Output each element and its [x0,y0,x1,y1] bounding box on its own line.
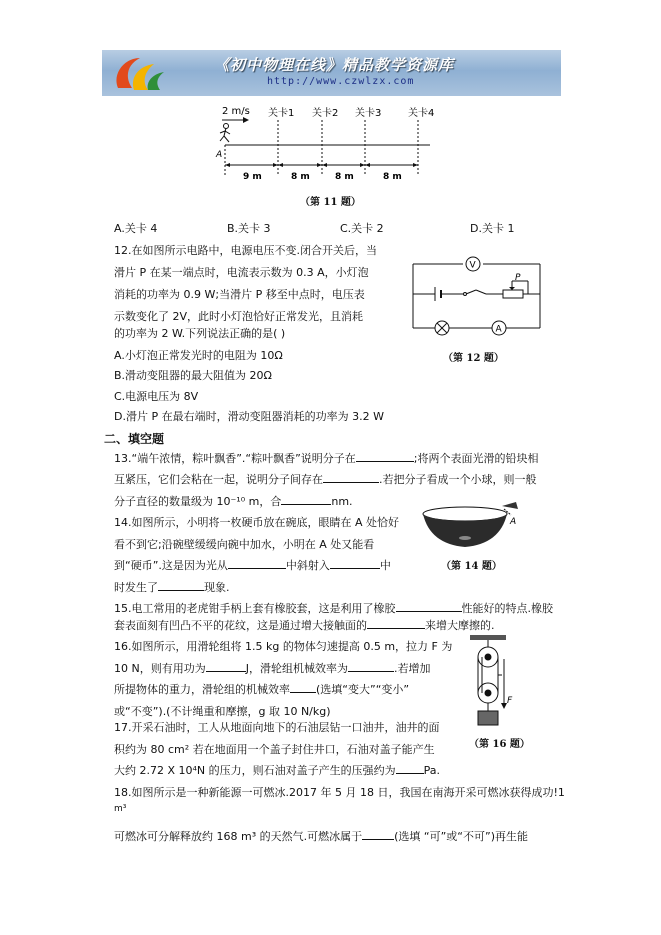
q16-line-1: 16.如图所示，用滑轮组将 1.5 kg 的物体匀速提高 0.5 m，拉力 F 为 [114,640,453,653]
q11-option-a: A.关卡 4 [114,222,158,235]
q14-line-3 [114,557,391,573]
q18-line-2: m³ [114,804,127,814]
figure-12-caption: （第 12 题） [443,353,504,364]
ammeter-label: A [495,324,502,335]
q16-text-3b: (选填“变大”“变小” [316,683,410,696]
q11-option-c: C.关卡 2 [340,222,384,235]
q13-text-2b: .若把分子看成一个小球，则一般 [379,473,537,486]
q16-blank-3[interactable] [290,681,316,693]
q13-blank-1[interactable] [356,450,414,462]
distance-3: 8 m [335,172,354,182]
q12-line-2: 滑片 P 在某一端点时，电流表示数为 0.3 A，小灯泡 [114,266,369,279]
q16-text-3a: 所提物体的重力，滑轮组的机械效率 [114,683,290,696]
logo-icon [110,52,170,94]
q14-blank-2[interactable] [330,557,380,569]
q15-text-1a: 15.电工常用的老虎钳手柄上套有橡胶套，这是利用了橡胶 [114,602,396,615]
coin-icon [459,536,471,540]
q16-line-4: 或“不变”).(不计绳重和摩擦，g 取 10 N/kg) [114,705,331,718]
q12-line-3: 消耗的功率为 0.9 W;当滑片 P 移至中点时，电压表 [114,288,365,301]
force-label: F [507,696,513,706]
q17-line-2: 积约为 80 cm² 若在地面用一个盖子封住井口，石油对盖子能产生 [114,743,435,756]
q18-text-3a: 可燃冰可分解释放约 168 m³ 的天然气.可燃冰属于 [114,830,363,843]
q13-line-1 [114,450,539,466]
q16-text-2c: .若增加 [393,662,431,675]
q12-line-4: 示数变化了 2V，此时小灯泡恰好正常发光，且消耗 [114,310,364,323]
header-banner [102,50,561,96]
q13-text-3a: 分子直径的数量级为 10⁻¹⁰ m，合 [114,495,282,508]
q12-line-5: 的功率为 2 W.下列说法正确的是( ) [114,327,286,340]
q17-text-3b: Pa. [423,764,441,777]
q15-blank-1[interactable] [396,600,462,612]
q14-text-3c: 中 [379,559,391,572]
q12-option-a: A.小灯泡正常发光时的电阻为 10Ω [114,349,283,362]
q15-blank-2[interactable] [367,617,425,629]
q13-blank-3[interactable] [281,493,331,505]
q16-blank-1[interactable] [206,660,246,672]
rheostat-icon [503,290,523,298]
q18-line-3 [114,828,528,844]
q14-blank-3[interactable] [158,579,204,591]
q12-option-c: C.电源电压为 8V [114,390,199,403]
q15-line-2 [114,617,495,633]
q16-text-2b: J，滑轮组机械效率为 [245,662,348,675]
distance-1: 9 m [243,172,262,182]
figure-16-caption: （第 16 题） [469,739,530,750]
q14-blank-1[interactable] [228,557,286,569]
gate-label-4: 关卡4 [408,108,435,119]
q14-line-4 [114,579,230,595]
q14-line-2: 看不到它;沿碗壁缓缓向碗中加水，小明在 A 处又能看 [114,538,375,551]
q14-text-3b: 中斜射入 [285,559,330,572]
gate-label-3: 关卡3 [355,108,382,119]
q16-text-2a: 10 N，则有用功为 [114,662,206,675]
section-title-fill-in: 二、填空题 [104,432,165,446]
q13-text-3b: nm. [331,495,353,508]
q15-text-1b: 性能好的特点.橡胶 [461,602,553,615]
q15-text-2b: 来增大摩擦的. [425,619,495,632]
q13-text-1b: ;将两个表面光滑的铅块相 [413,452,539,465]
start-label: A [216,150,223,160]
q15-line-1 [114,600,553,616]
figure-11-caption: （第 11 题） [300,197,361,208]
q16-line-3 [114,681,409,697]
figure-14 [420,500,530,552]
q14-text-3a: 到“硬币”.这是因为光从 [114,559,228,572]
q12-option-b: B.滑动变阻器的最大阻值为 20Ω [114,369,272,382]
q14-text-4b: 现象. [204,581,230,594]
q16-line-2 [114,660,430,676]
distance-2: 8 m [291,172,310,182]
figure-16 [462,635,522,735]
weight-block-icon [478,711,498,725]
gate-label-2: 关卡2 [312,108,339,119]
q18-text-3b: (选填 “可”或“不可”)再生能 [394,830,528,843]
q16-blank-2[interactable] [348,660,394,672]
q18-line-1: 18.如图所示是一种新能源一可燃冰.2017 年 5 月 18 日，我国在南海开采可燃冰获得成功!1 [114,786,565,799]
q13-blank-2[interactable] [323,471,379,483]
q14-line-1: 14.如图所示，小明将一枚硬币放在碗底，眼睛在 A 处恰好 [114,516,400,529]
q14-text-4a: 时发生了 [114,581,158,594]
banner-url: http://www.czwlzx.com [267,76,415,87]
q13-text-1a: 13.“端午浓情，粽叶飘香”.“粽叶飘香”说明分子在 [114,452,356,465]
speed-label: 2 m/s [222,106,250,117]
q17-text-3a: 大约 2.72 X 10⁴N 的压力，则石油对盖子产生的压强约为 [114,764,396,777]
figure-14-caption: （第 14 题） [441,561,502,572]
q13-line-2 [114,471,537,487]
distance-4: 8 m [383,172,402,182]
slider-label: P [515,273,521,283]
q13-text-2a: 互紧压，它们会粘在一起，说明分子间存在 [114,473,323,486]
q13-line-3 [114,493,353,509]
q12-line-1: 12.在如图所示电路中，电源电压不变.闭合开关后，当 [114,244,377,257]
q15-text-2a: 套表面刻有凹凸不平的花纹，这是通过增大接触面的 [114,619,367,632]
q17-line-1: 17.开采石油时，工人从地面向地下的石油层钻一口油井，油井的面 [114,721,440,734]
voltmeter-label: V [469,260,476,271]
speed-arrowhead [243,117,249,123]
q18-blank-1[interactable] [362,828,394,840]
runner-icon [220,124,230,143]
q12-option-d: D.滑片 P 在最右端时，滑动变阻器消耗的功率为 3.2 W [114,410,384,423]
banner-title: 《初中物理在线》精品教学资源库 [214,56,455,74]
eye-icon [502,502,518,509]
eye-point-label: A [510,517,517,527]
figure-12 [408,250,548,360]
q17-blank-1[interactable] [396,762,424,774]
figure-11 [205,100,445,190]
q17-line-3 [114,762,440,778]
q11-option-d: D.关卡 1 [470,222,515,235]
ceiling-icon [470,635,506,640]
q11-option-b: B.关卡 3 [227,222,271,235]
gate-label-1: 关卡1 [268,108,295,119]
